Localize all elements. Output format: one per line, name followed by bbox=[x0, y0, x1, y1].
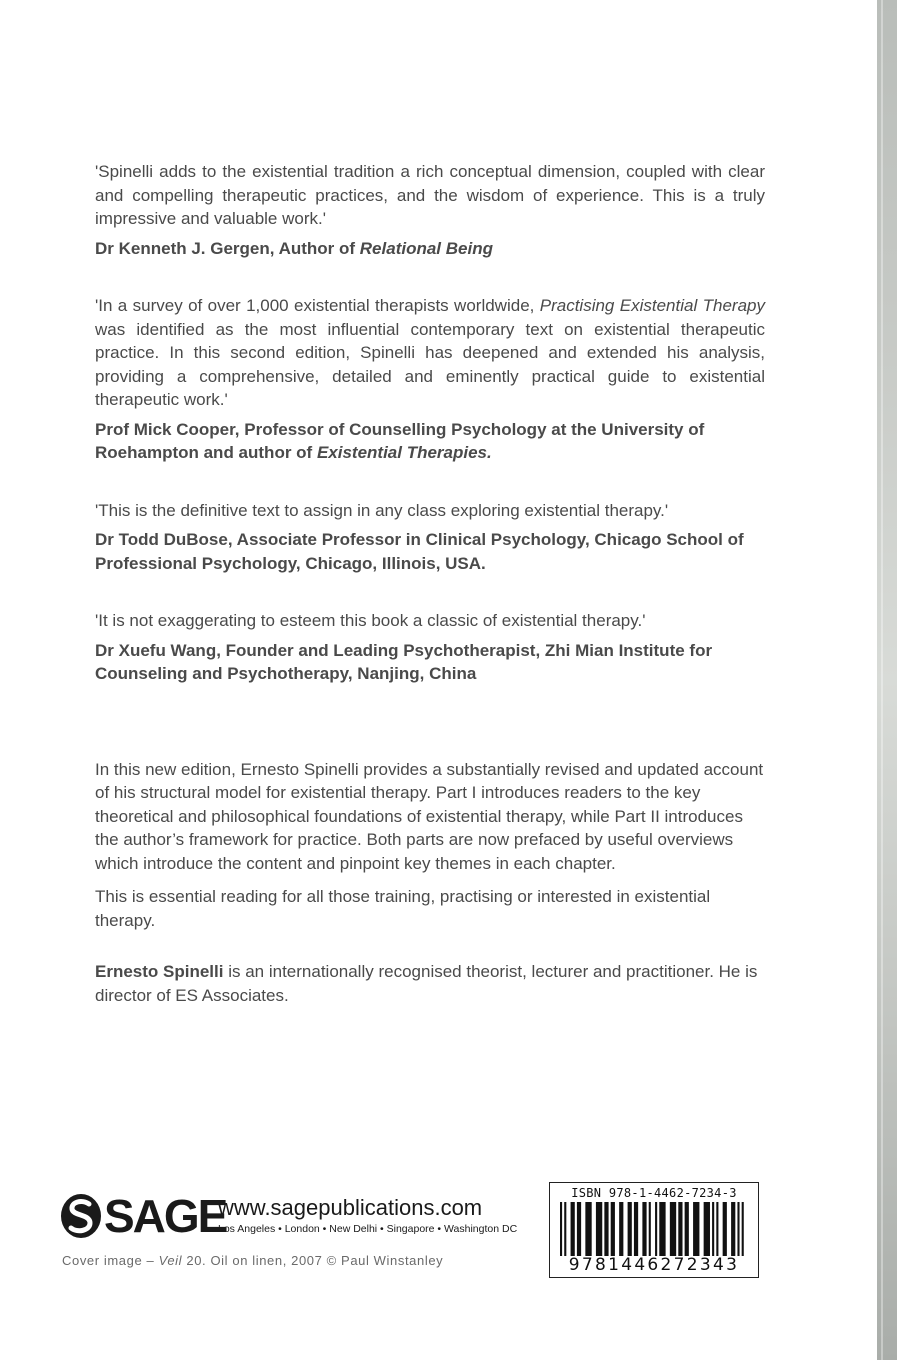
barcode-bar bbox=[670, 1202, 676, 1256]
sage-logo bbox=[60, 1190, 227, 1242]
endorsement-quote bbox=[95, 294, 765, 412]
artwork-title: Veil bbox=[158, 1253, 183, 1268]
barcode-bar bbox=[712, 1202, 714, 1256]
endorsement-attribution bbox=[95, 418, 765, 465]
barcode-bar bbox=[716, 1202, 718, 1256]
endorsement-quote: 'It is not exaggerating to esteem this book a classic of existential therapy.' bbox=[95, 611, 646, 630]
author-bio bbox=[95, 960, 765, 1007]
barcode-bar bbox=[649, 1202, 651, 1256]
barcode-bar bbox=[678, 1202, 682, 1256]
barcode-bar bbox=[659, 1202, 665, 1256]
barcode-icon bbox=[560, 1202, 748, 1256]
cover-image-credit bbox=[62, 1253, 443, 1268]
barcode-bar bbox=[704, 1202, 710, 1256]
barcode-bar bbox=[737, 1202, 739, 1256]
barcode-bar bbox=[577, 1202, 581, 1256]
isbn-barcode-box bbox=[549, 1182, 759, 1278]
barcode-bar bbox=[685, 1202, 689, 1256]
description-paragraph: In this new edition, Ernesto Spinelli provides a substantially revised and updated account of his structural model for existential therapy. Part I introduces readers to the key theoretical and philosophical foundations of existential therapy, while Part II introduces the author’s framework for practice. Both parts are now prefaced by useful overviews which introduce the content and pinpoint key themes in each chapter. bbox=[95, 759, 764, 873]
endorsement-attribution bbox=[95, 237, 765, 261]
quote-text: 'In a survey of over 1,000 existential therapists worldwide, bbox=[95, 296, 540, 315]
book-title: Existential Therapies. bbox=[316, 443, 492, 462]
barcode-bar bbox=[604, 1202, 608, 1256]
endorsement-quote: 'Spinelli adds to the existential tradition a rich conceptual dimension, coupled with clear and compelling therapeutic practices, and the wisdom of experience. This is a truly impressive and valuable work.' bbox=[95, 162, 765, 228]
barcode-bar bbox=[634, 1202, 638, 1256]
barcode-bar bbox=[742, 1202, 744, 1256]
endorsement-attribution: Dr Todd DuBose, Associate Professor in Clinical Psychology, Chicago School of Professional Psychology, Chicago, Illinois, USA. bbox=[95, 530, 744, 573]
quote-text: was identified as the most influential contemporary text on existential therapeutic practice. In this second edition, Spinelli has deepened and extended his analysis, providing a comprehensive, detailed and eminently practical guide to existential therapeutic work.' bbox=[95, 319, 765, 409]
endorsement-gergen bbox=[95, 160, 765, 260]
barcode-bar bbox=[642, 1202, 646, 1256]
book-title: Relational Being bbox=[359, 238, 493, 258]
barcode-digits: 9781446272343 bbox=[568, 1255, 740, 1275]
edge-seam bbox=[881, 0, 883, 1360]
attribution-text: Prof Mick Cooper, Professor of Counselling Psychology at the University of Roehampton and author of bbox=[95, 419, 705, 462]
endorsement-cooper bbox=[95, 294, 765, 465]
barcode-bar bbox=[611, 1202, 615, 1256]
sage-wordmark: SAGE bbox=[104, 1190, 227, 1242]
barcode-bar bbox=[585, 1202, 591, 1256]
attribution-text: Dr Kenneth J. Gergen, Author of bbox=[95, 238, 360, 258]
endorsement-dubose bbox=[95, 499, 765, 576]
barcode-bar bbox=[596, 1202, 602, 1256]
publisher-cities: Los Angeles • London • New Delhi • Singapore • Washington DC bbox=[218, 1223, 518, 1235]
sage-s-icon bbox=[60, 1193, 102, 1239]
book-title: Practising Existential Therapy bbox=[539, 296, 765, 315]
cover-edge-strip bbox=[877, 0, 897, 1360]
barcode-bar bbox=[628, 1202, 632, 1256]
barcode-bar bbox=[571, 1202, 575, 1256]
endorsement-quote: 'This is the definitive text to assign in any class exploring existential therapy.' bbox=[95, 500, 669, 520]
barcode-bar bbox=[693, 1202, 699, 1256]
barcode-bar bbox=[560, 1202, 562, 1256]
author-bio-text: is an internationally recognised theorist, lecturer and practitioner. He is director of ES Associates. bbox=[95, 962, 758, 1005]
barcode-bar bbox=[619, 1202, 623, 1256]
publisher-url: www.sagepublications.com bbox=[218, 1195, 483, 1220]
endorsement-attribution: Dr Xuefu Wang, Founder and Leading Psychotherapist, Zhi Mian Institute for Counseling and Psychotherapy, Nanjing, China bbox=[95, 640, 713, 683]
barcode-bar bbox=[723, 1202, 727, 1256]
credit-text: Cover image – bbox=[62, 1253, 159, 1268]
back-cover-content bbox=[95, 160, 765, 1017]
credit-text: 20. Oil on linen, 2007 © Paul Winstanley bbox=[182, 1253, 444, 1268]
barcode-bar bbox=[655, 1202, 657, 1256]
isbn-label: ISBN 978-1-4462-7234-3 bbox=[571, 1186, 737, 1200]
book-description bbox=[95, 758, 765, 1008]
description-paragraph: This is essential reading for all those training, practising or interested in existential therapy. bbox=[95, 887, 711, 930]
author-name: Ernesto Spinelli bbox=[95, 962, 224, 981]
publisher-block bbox=[60, 1190, 520, 1243]
barcode-bar bbox=[731, 1202, 735, 1256]
barcode-bar bbox=[564, 1202, 566, 1256]
endorsement-wang bbox=[95, 609, 765, 686]
